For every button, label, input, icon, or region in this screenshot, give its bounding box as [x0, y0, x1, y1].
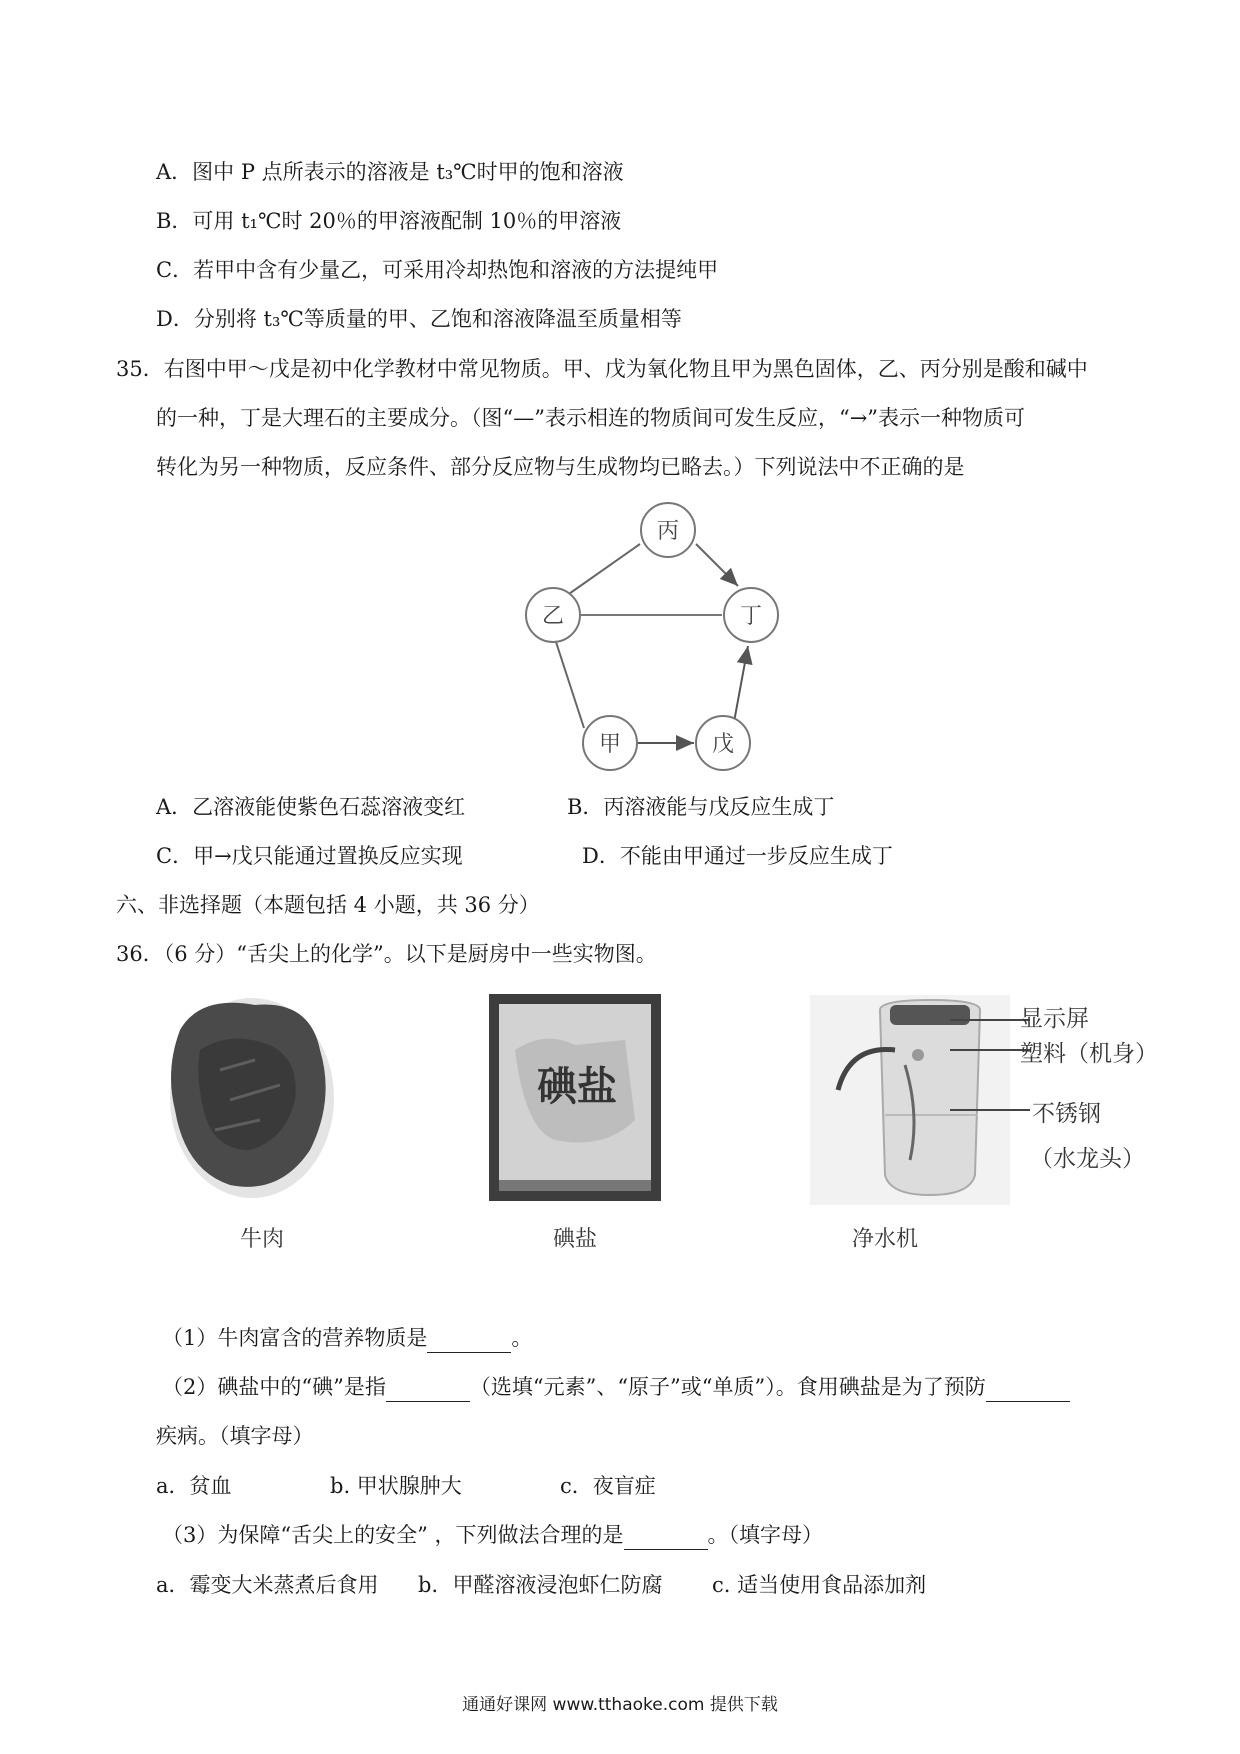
- svg-text:丁: 丁: [739, 604, 763, 629]
- q36-sub2-blank2[interactable]: [986, 1379, 1070, 1402]
- callout-plastic: 塑料（机身）: [1020, 1041, 1158, 1067]
- q35-option-c: C．甲→戊只能通过置换反应实现: [156, 844, 463, 868]
- node-yi: [526, 588, 580, 642]
- q36-sub2-text: （2）碘盐中的“碘”是指: [162, 1375, 386, 1399]
- q36-sub2-opt-b: b. 甲状腺肿大: [330, 1474, 462, 1498]
- q34-option-c: C．若甲中含有少量乙，可采用冷却热饱和溶液的方法提纯甲: [156, 258, 719, 282]
- q34-option-b: B．可用 t₁℃时 20％的甲溶液配制 10％的甲溶液: [156, 209, 622, 233]
- q36-sub2-text2: （选填“元素”、“原子”或“单质”）。食用碘盐是为了预防: [469, 1375, 986, 1399]
- caption-beef: 牛肉: [240, 1227, 285, 1252]
- caption-purifier: 净水机: [852, 1227, 919, 1252]
- iodized-salt-photo: [485, 990, 665, 1205]
- q34-option-a: A．图中 P 点所表示的溶液是 t₃℃时甲的饱和溶液: [156, 160, 624, 184]
- node-wu: [696, 716, 750, 770]
- q36-sub1: [162, 1323, 532, 1353]
- q36-sub1-end: 。: [511, 1326, 533, 1350]
- q36-sub2-opt-a: a．贫血: [156, 1474, 232, 1498]
- q36-sub3: [162, 1520, 823, 1550]
- q36-sub1-blank[interactable]: [427, 1330, 511, 1353]
- section-6-heading: 六、非选择题（本题包括 4 小题，共 36 分）: [116, 893, 540, 917]
- callout-steel: 不锈钢: [1032, 1101, 1101, 1127]
- q35-option-d: D．不能由甲通过一步反应生成丁: [582, 844, 893, 868]
- node-jia: [583, 716, 637, 770]
- q36-title: 36．（6 分）“舌尖上的化学”。以下是厨房中一些实物图。: [116, 942, 657, 966]
- q36-sub3-text: （3）为保障“舌尖上的安全” ，下列做法合理的是: [162, 1523, 624, 1547]
- q36-sub2-blank1[interactable]: [386, 1379, 470, 1402]
- q35-stem-line2: 的一种，丁是大理石的主要成分。（图“—”表示相连的物质间可发生反应，“→”表示一种物质可: [156, 406, 1026, 430]
- q35-relation-diagram: [480, 500, 780, 790]
- callout-faucet: （水龙头）: [1030, 1146, 1145, 1172]
- caption-salt: 碘盐: [553, 1227, 598, 1252]
- q36-sub3-blank[interactable]: [624, 1527, 708, 1550]
- q36-sub3-opt-a: a．霉变大米蒸煮后食用: [156, 1573, 379, 1597]
- q35-stem-line3: 转化为另一种物质，反应条件、部分反应物与生成物均已略去。）下列说法中不正确的是: [156, 455, 965, 479]
- q36-sub3-end: 。（填字母）: [707, 1523, 824, 1547]
- q36-sub2-opt-c: c．夜盲症: [560, 1474, 656, 1498]
- q36-sub3-opt-b: b．甲醛溶液浸泡虾仁防腐: [418, 1573, 663, 1597]
- node-ding: [724, 588, 778, 642]
- callout-screen: 显示屏: [1020, 1006, 1089, 1032]
- edge-yi-jia: [556, 642, 584, 728]
- svg-text:戊: 戊: [711, 732, 735, 757]
- callout-lines: [950, 1000, 1030, 1130]
- beef-photo: [160, 990, 340, 1200]
- arrow-wu-ding: [734, 646, 748, 722]
- q36-sub2-cont: 疾病。（填字母）: [156, 1424, 314, 1448]
- salt-bag-label: 碘盐: [537, 1064, 617, 1110]
- q36-sub1-text: （1）牛肉富含的营养物质是: [162, 1326, 428, 1350]
- q35-option-a: A．乙溶液能使紫色石蕊溶液变红: [156, 795, 466, 819]
- edge-yi-bing: [566, 544, 640, 596]
- svg-text:丙: 丙: [656, 519, 680, 544]
- q36-sub3-opt-c: c. 适当使用食品添加剂: [712, 1573, 927, 1597]
- svg-text:乙: 乙: [541, 604, 565, 629]
- svg-text:甲: 甲: [598, 732, 622, 757]
- q36-sub2: [162, 1372, 1070, 1402]
- q35-option-b: B．丙溶液能与戊反应生成丁: [567, 795, 835, 819]
- page-footer: 通通好课网 www.tthaoke.com 提供下载: [462, 1695, 778, 1715]
- arrow-bing-ding: [696, 544, 738, 586]
- q35-stem-line1: 35．右图中甲～戊是初中化学教材中常见物质。甲、戊为氧化物且甲为黑色固体，乙、丙分别是酸和碱中: [116, 357, 1088, 381]
- node-bing: [641, 503, 695, 557]
- q34-option-d: D．分别将 t₃℃等质量的甲、乙饱和溶液降温至质量相等: [156, 307, 682, 331]
